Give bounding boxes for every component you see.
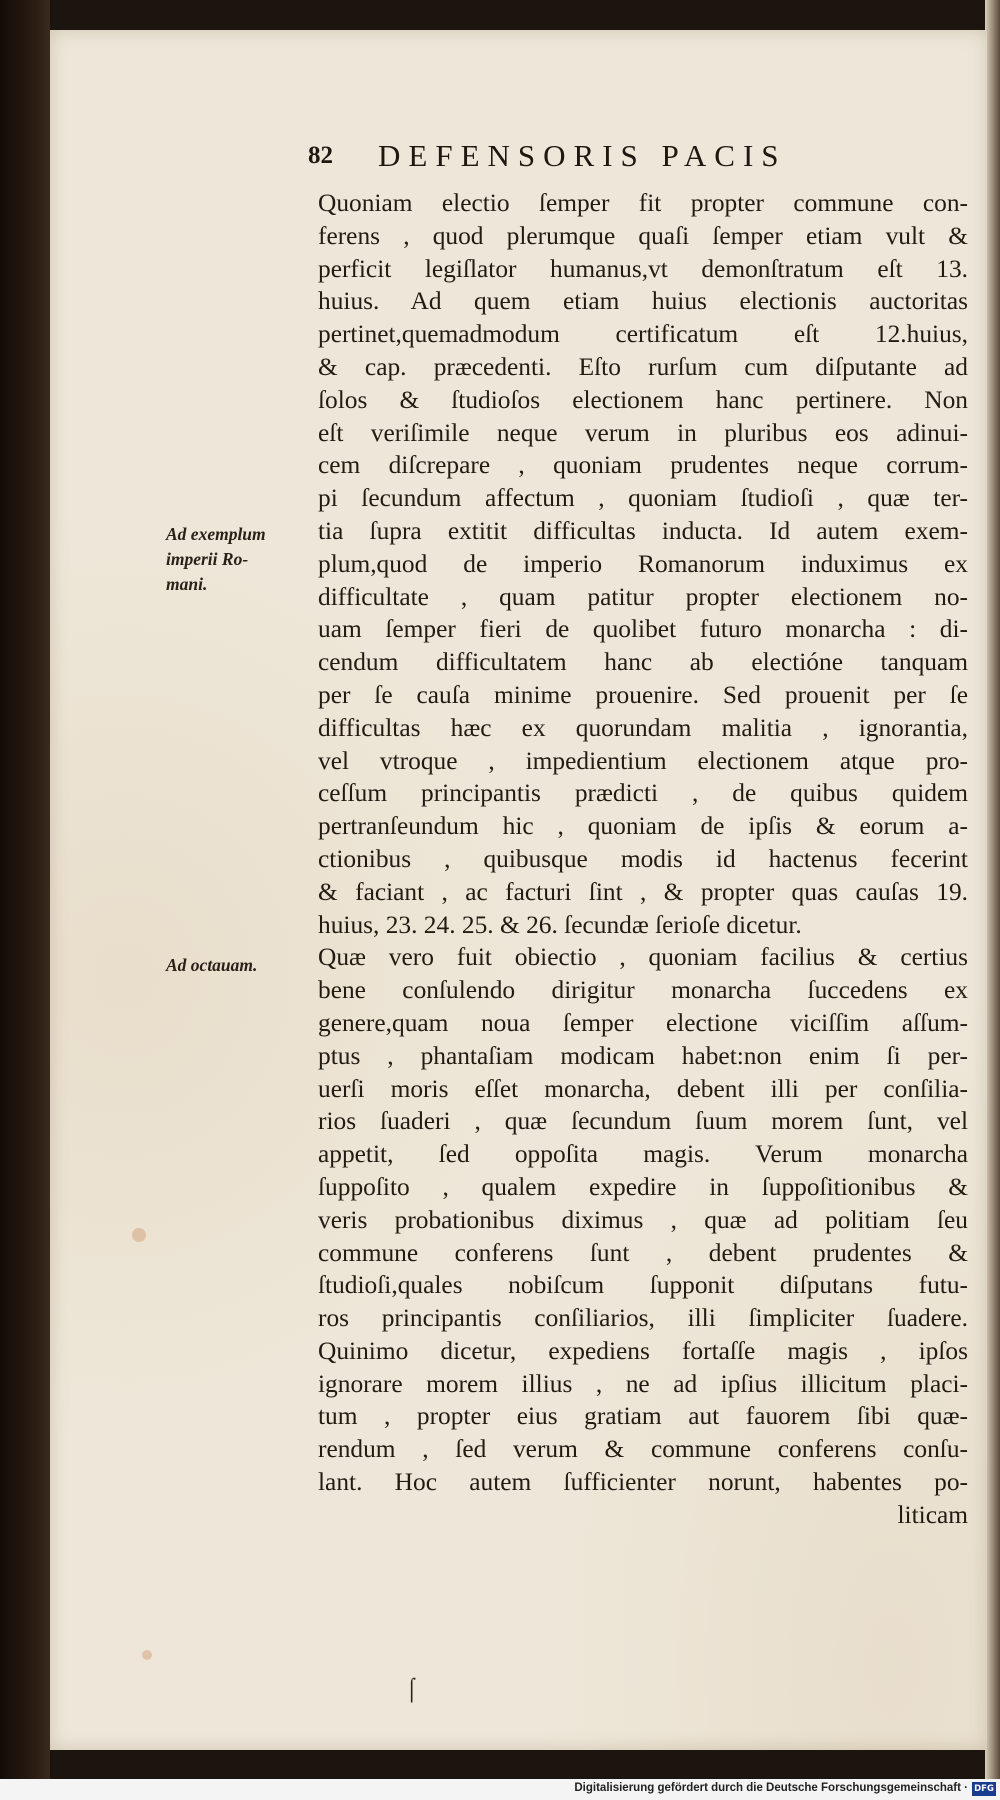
paper-stain (132, 1228, 146, 1242)
text-line: commune conferens ſunt , debent prudentes & (318, 1238, 968, 1267)
text-line: per ſe cauſa minime prouenire. Sed prouenit per ſe (318, 680, 968, 709)
text-line: eſt veriſimile neque verum in pluribus eos adinui- (318, 418, 968, 447)
text-line: huius. Ad quem etiam huius electionis auctoritas (318, 287, 968, 316)
text-line: ignorare morem illius , ne ad ipſius illicitum placi- (318, 1369, 968, 1398)
text-line: cem diſcrepare , quoniam prudentes neque corrum- (318, 451, 968, 480)
text-line: huius, 23. 24. 25. & 26. ſecundæ ſerioſe dicetur. (318, 910, 802, 939)
bottom-ink-mark: ⌠ (405, 1676, 419, 1701)
text-line: difficultas hæc ex quorundam malitia , ignorantia, (318, 713, 968, 742)
page-number: 82 (308, 142, 333, 169)
running-head (0, 138, 1000, 178)
text-line: ceſſum principantis prædicti , de quibus quidem (318, 779, 968, 808)
main-text-block (318, 187, 968, 1532)
text-line: & faciant , ac facturi ſint , & propter quas cauſas 19. (318, 877, 968, 906)
text-line: pertranſeundum hic , quoniam de ipſis & eorum a- (318, 812, 968, 841)
text-line: pi ſecundum affectum , quoniam ſtudioſi , quæ ter- (318, 484, 968, 513)
page-edge-right (985, 0, 1000, 1800)
text-line: Quæ vero fuit obiectio , quoniam facilius & certius (318, 943, 968, 972)
text-line: perficit legiſlator humanus,vt demonſtratum eſt 13. (318, 254, 968, 283)
catchword: liticam (897, 1500, 968, 1529)
text-line: lant. Hoc autem ſufficienter norunt, habentes po- (318, 1468, 968, 1497)
running-head-title: DEFENSORIS PACIS (378, 138, 787, 173)
text-line: appetit, ſed oppoſita magis. Verum monarcha (318, 1140, 968, 1169)
margin-note-line: mani. (166, 574, 208, 594)
text-line: uam ſemper fieri de quolibet futuro monarcha : di- (318, 615, 968, 644)
text-line: genere,quam noua ſemper electione viciſſim aſſum- (318, 1008, 968, 1037)
text-line: plum,quod de imperio Romanorum induximus ex (318, 549, 968, 578)
book-gutter-left (0, 0, 50, 1800)
text-line: Quinimo dicetur, expediens fortaſſe magis , ipſos (318, 1336, 968, 1365)
text-line: pertinet,quemadmodum certificatum eſt 12.huius, (318, 320, 968, 349)
text-line: ctionibus , quibusque modis id hactenus fecerint (318, 844, 968, 873)
footer-bar (0, 1779, 1000, 1800)
margin-note-line: Ad exemplum (166, 524, 266, 544)
text-line: tia ſupra extitit difficultas inducta. Id autem exem- (318, 516, 968, 545)
margin-note-line: Ad octauam. (166, 955, 258, 975)
text-line: cendum difficultatem hanc ab electióne tanquam (318, 648, 968, 677)
margin-note-line: imperii Ro- (166, 549, 249, 569)
margin-note-octauam (166, 953, 316, 978)
text-line: ſolos & ſtudioſos electionem hanc pertinere. Non (318, 385, 968, 414)
text-line: Quoniam electio ſemper fit propter commune con- (318, 189, 968, 217)
text-line: difficultate , quam patitur propter electionem no- (318, 582, 968, 611)
text-line: ros principantis conſiliarios, illi ſimpliciter ſuadere. (318, 1304, 968, 1333)
footer-credit-text: Digitalisierung gefördert durch die Deutsche Forschungsgemeinschaft · (574, 1782, 968, 1794)
text-line: rios ſuaderi , quæ ſecundum ſuum morem ſunt, vel (318, 1107, 968, 1136)
text-line: & cap. præcedenti. Eſto rurſum cum diſputante ad (318, 352, 968, 381)
text-line: uerſi moris eſſet monarcha, debent illi per conſilia- (318, 1074, 968, 1103)
text-line: ferens , quod plerumque quaſi ſemper etiam vult & (318, 221, 968, 250)
text-line: veris probationibus diximus , quæ ad politiam ſeu (318, 1205, 968, 1234)
dfg-logo-icon: DFG (972, 1782, 996, 1796)
text-line: bene conſulendo dirigitur monarcha ſuccedens ex (318, 976, 968, 1005)
text-line: vel vtroque , impedientium electionem atque pro- (318, 746, 968, 775)
text-line: ſtudioſi,quales nobiſcum ſupponit diſputans futu- (318, 1271, 968, 1300)
margin-note-exemplum (166, 522, 316, 597)
text-line: ſuppoſito , qualem expedire in ſuppoſitionibus & (318, 1172, 968, 1201)
text-line: tum , propter eius gratiam aut fauorem ſibi quæ- (318, 1402, 968, 1431)
text-line: ptus , phantaſiam modicam habet:non enim ſi per- (318, 1041, 968, 1070)
text-line: rendum , ſed verum & commune conferens conſu- (318, 1435, 968, 1464)
paper-stain (142, 1650, 152, 1660)
